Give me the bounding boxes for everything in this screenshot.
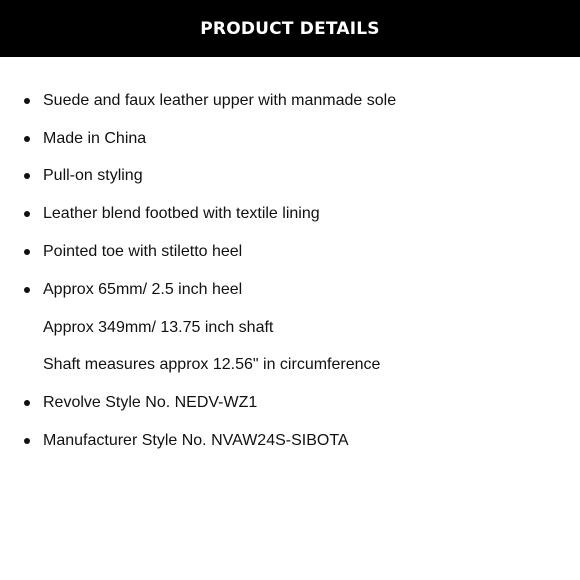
detail-item xyxy=(0,233,580,271)
detail-item xyxy=(0,271,580,309)
product-details-list xyxy=(0,82,580,460)
detail-item-text: Approx 349mm/ 13.75 inch shaft xyxy=(43,318,274,336)
detail-item-text: Suede and faux leather upper with manmade sole xyxy=(43,91,397,109)
header-title: PRODUCT DETAILS xyxy=(200,18,380,39)
detail-item-continuation xyxy=(0,347,580,385)
detail-item xyxy=(0,384,580,422)
bullet-icon xyxy=(24,438,30,444)
detail-item-text: Approx 65mm/ 2.5 inch heel xyxy=(43,280,243,298)
bullet-icon xyxy=(24,173,30,179)
bullet-icon xyxy=(24,136,30,142)
detail-item-text: Revolve Style No. NEDV-WZ1 xyxy=(43,394,258,412)
bullet-icon xyxy=(24,249,30,255)
detail-item xyxy=(0,422,580,460)
detail-item-text: Shaft measures approx 12.56" in circumference xyxy=(43,356,381,374)
detail-item-continuation xyxy=(0,309,580,347)
detail-item xyxy=(0,82,580,120)
detail-item-text: Manufacturer Style No. NVAW24S-SIBOTA xyxy=(43,432,349,450)
detail-item-text: Made in China xyxy=(43,129,147,147)
detail-item xyxy=(0,158,580,196)
detail-item-text: Pull-on styling xyxy=(43,167,143,185)
detail-item-text: Pointed toe with stiletto heel xyxy=(43,243,243,261)
detail-item xyxy=(0,120,580,158)
bullet-icon xyxy=(24,98,30,104)
bullet-icon xyxy=(24,211,30,217)
detail-item xyxy=(0,195,580,233)
product-details-header xyxy=(0,0,580,57)
detail-item-text: Leather blend footbed with textile lining xyxy=(43,205,320,223)
bullet-icon xyxy=(24,287,30,293)
bullet-icon xyxy=(24,400,30,406)
